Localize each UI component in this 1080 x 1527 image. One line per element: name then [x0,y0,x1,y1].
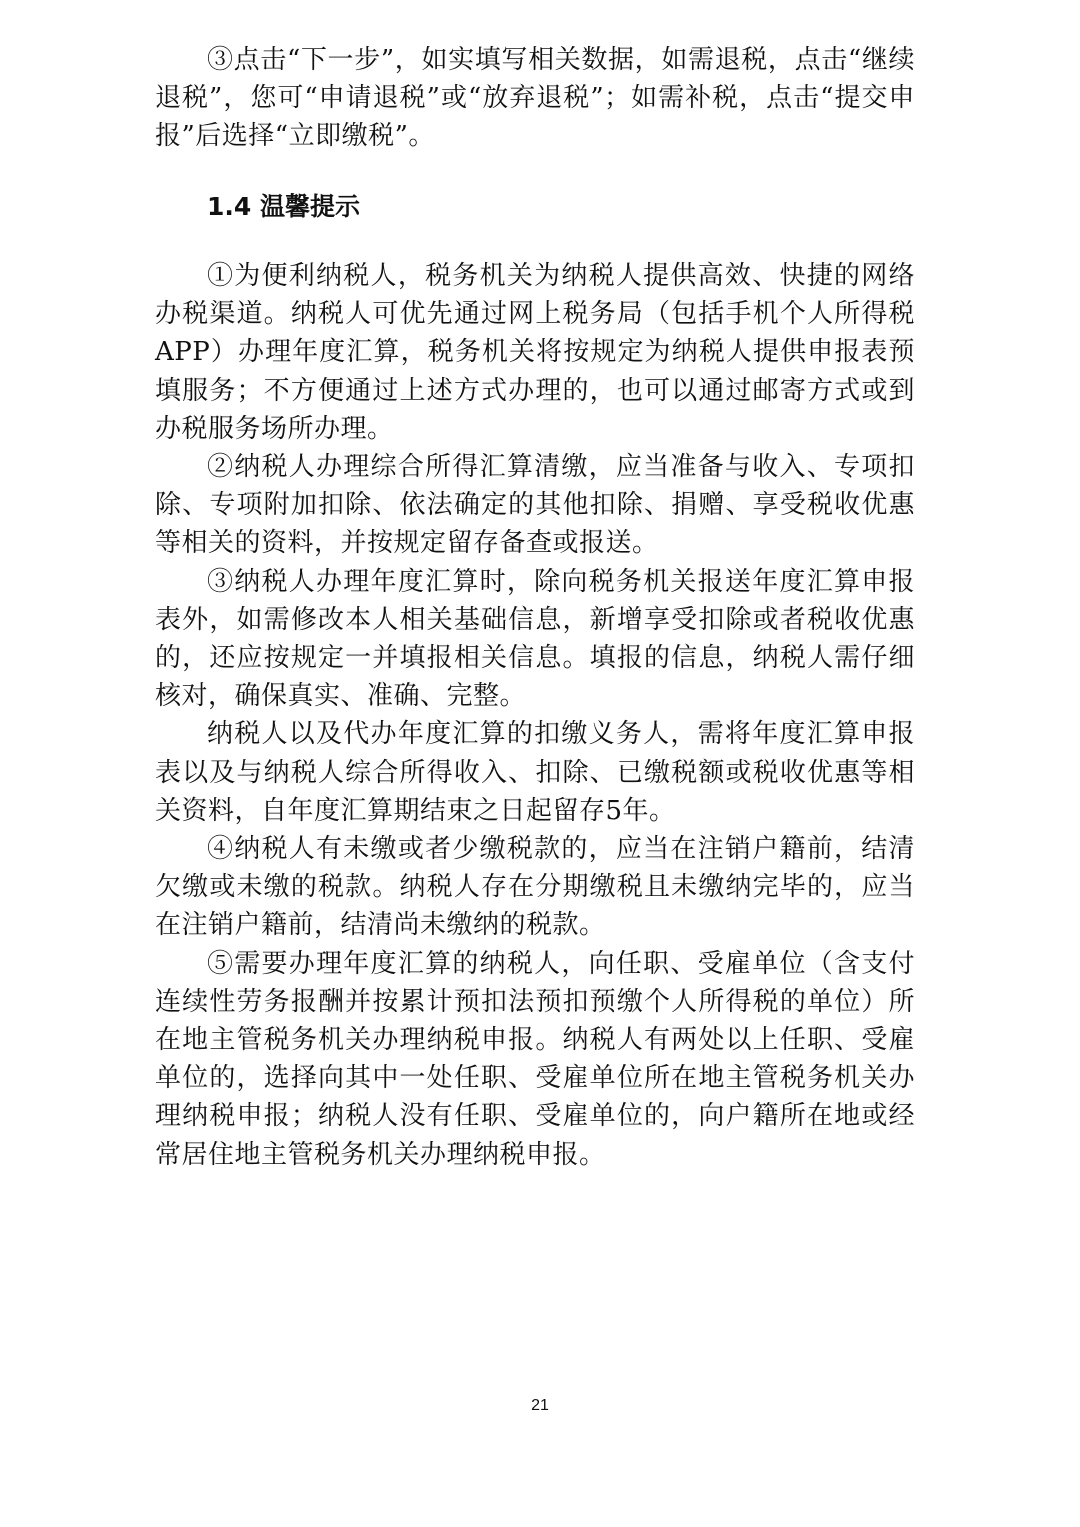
section-heading: 1.4 温馨提示 [207,192,360,221]
paragraph-retention: 纳税人以及代办年度汇算的扣缴义务人，需将年度汇算申报表以及与纳税人综合所得收入、扣除、已缴税额或税收优惠等相关资料，自年度汇算期结束之日起留存5年。 [155,719,915,826]
paragraph-materials: ②纳税人办理综合所得汇算清缴，应当准备与收入、专项扣除、专项附加扣除、依法确定的其他扣除、捐赠、享受税收优惠等相关的资料，并按规定留存备查或报送。 [155,452,915,559]
intro-paragraph: ③点击“下一步”，如实填写相关数据，如需退税，点击“继续退税”，您可“申请退税”或“放弃退税”；如需补税，点击“提交申报”后选择“立即缴税”。 [155,45,915,152]
paragraph-filing-location: ⑤需要办理年度汇算的纳税人，向任职、受雇单位（含支付连续性劳务报酬并按累计预扣法预扣预缴个人所得税的单位）所在地主管税务机关办理纳税申报。纳税人有两处以上任职、受雇单位的，选择向其中一处任职、受雇单位所在地主管税务机关办理纳税申报；纳税人没有任职、受雇单位的，向户籍所在地或经常居住地主管税务机关办理纳税申报。 [155,948,915,1170]
paragraph-convenience: ①为便利纳税人，税务机关为纳税人提供高效、快捷的网络办税渠道。纳税人可优先通过网上税务局（包括手机个人所得税APP）办理年度汇算，税务机关将按规定为纳税人提供申报表预填服务；不方便通过上述方式办理的，也可以通过邮寄方式或到办税服务场所办理。 [155,261,915,444]
paragraph-info-update: ③纳税人办理年度汇算时，除向税务机关报送年度汇算申报表外，如需修改本人相关基础信息，新增享受扣除或者税收优惠的，还应按规定一并填报相关信息。填报的信息，纳税人需仔细核对，确保真实、准确、完整。 [155,566,915,712]
section-body [155,257,915,1174]
intro-block [155,41,915,156]
paragraph-unpaid-tax: ④纳税人有未缴或者少缴税款的，应当在注销户籍前，结清欠缴或未缴的税款。纳税人存在分期缴税且未缴纳完毕的，应当在注销户籍前，结清尚未缴纳的税款。 [155,834,915,941]
page-number: 21 [531,1397,549,1414]
